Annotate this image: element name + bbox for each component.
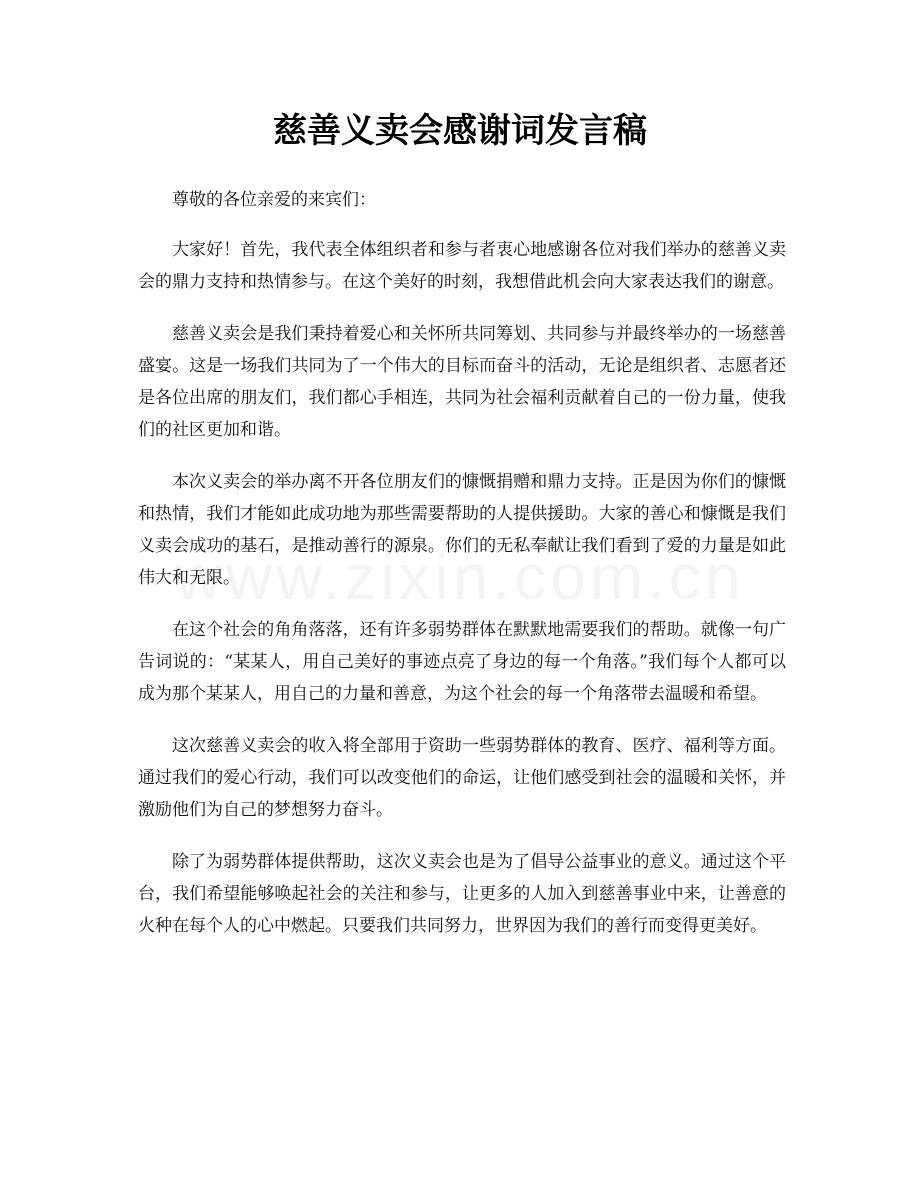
salutation: 尊敬的各位亲爱的来宾们： xyxy=(172,190,376,210)
paragraph-3: 本次义卖会的举办离不开各位朋友们的慷慨捐赠和鼎力支持。正是因为你们的慷慨和热情，我们才能如此成功地为那些需要帮助的人提供援助。大家的善心和慷慨是我们义卖会成功的基石，是推动善行的源泉。你们的无私奉献让我们看到了爱的力量是如此伟大和无限。 xyxy=(138,472,786,588)
document-body xyxy=(138,184,786,962)
paragraph-4: 在这个社会的角角落落，还有许多弱势群体在默默地需要我们的帮助。就像一句广告词说的：“某某人，用自己美好的事迹点亮了身边的每一个角落。”我们每个人都可以成为那个某某人，用自己的力量和善意，为这个社会的每一个角落带去温暖和希望。 xyxy=(138,620,786,704)
document-title: 慈善义卖会感谢词发言稿 xyxy=(273,111,647,151)
paragraph-5: 这次慈善义卖会的收入将全部用于资助一些弱势群体的教育、医疗、福利等方面。通过我们的爱心行动，我们可以改变他们的命运，让他们感受到社会的温暖和关怀，并激励他们为自己的梦想努力奋斗。 xyxy=(138,736,786,820)
paragraph-6: 除了为弱势群体提供帮助，这次义卖会也是为了倡导公益事业的意义。通过这个平台，我们希望能够唤起社会的关注和参与，让更多的人加入到慈善事业中来，让善意的火种在每个人的心中燃起。只要我们共同努力，世界因为我们的善行而变得更美好。 xyxy=(138,852,786,936)
paragraph-2: 慈善义卖会是我们秉持着爱心和关怀所共同筹划、共同参与并最终举办的一场慈善盛宴。这是一场我们共同为了一个伟大的目标而奋斗的活动，无论是组织者、志愿者还是各位出席的朋友们，我们都心手相连，共同为社会福利贡献着自己的一份力量，使我们的社区更加和谐。 xyxy=(138,324,786,440)
paragraph-1: 大家好！首先，我代表全体组织者和参与者衷心地感谢各位对我们举办的慈善义卖会的鼎力支持和热情参与。在这个美好的时刻，我想借此机会向大家表达我们的谢意。 xyxy=(138,240,786,292)
